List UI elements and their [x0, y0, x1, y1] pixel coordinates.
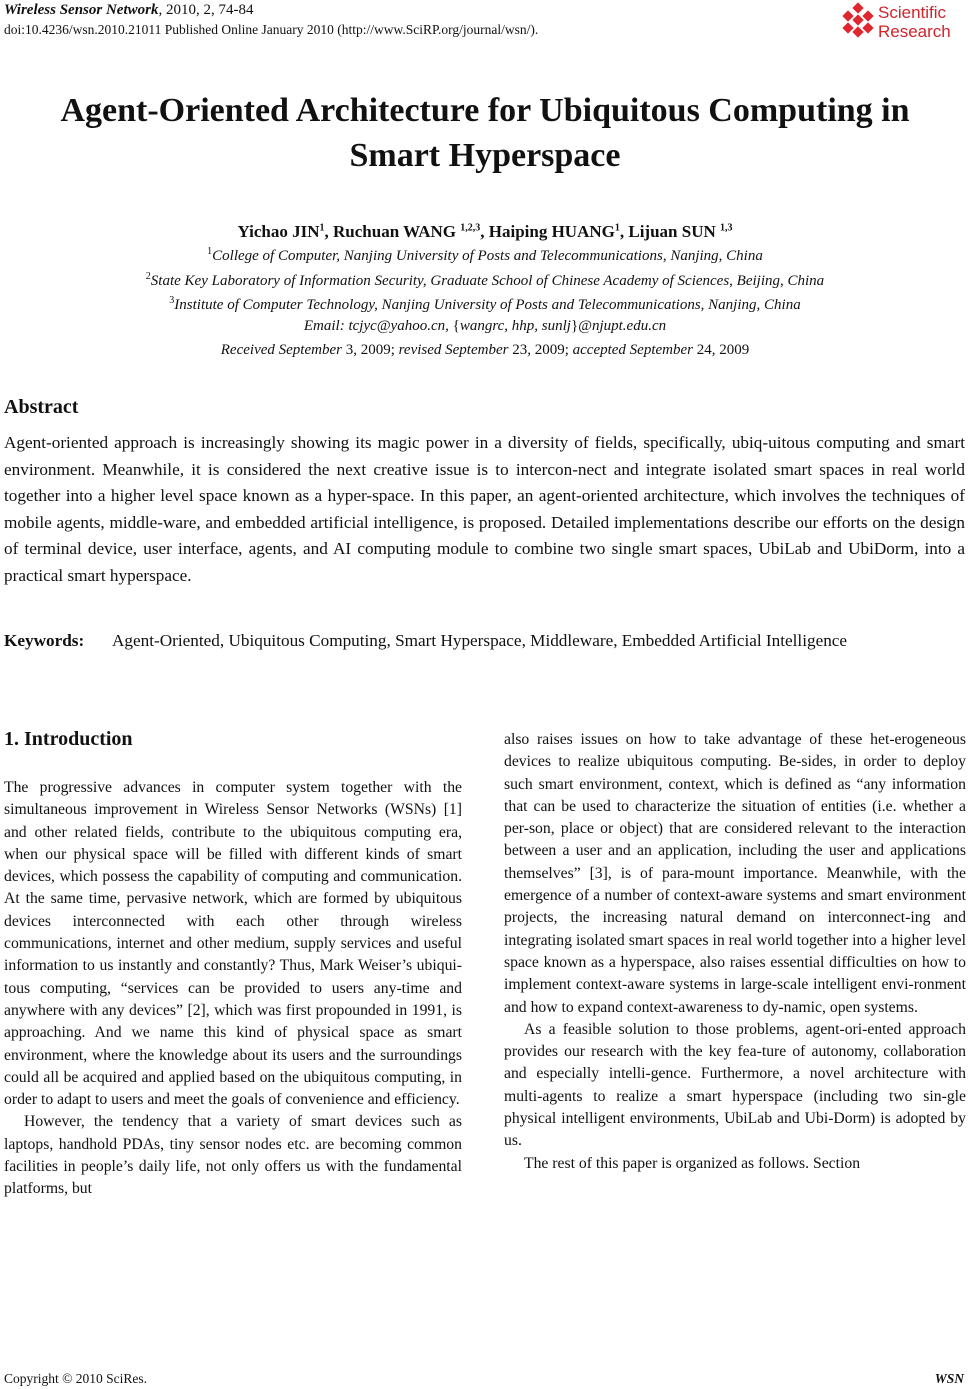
- title-line-1: Agent-Oriented Architecture for Ubiquitous Computing in: [60, 92, 910, 129]
- journal-name: Wireless Sensor Network: [4, 2, 159, 18]
- logo-text-line2: Research: [878, 22, 951, 41]
- journal-details: , 2010, 2, 74-84: [158, 2, 254, 18]
- left-column: [4, 777, 462, 1201]
- scientific-research-logo: [842, 0, 964, 44]
- affiliation-1: $^1$College of Computer, Nanjing University of Posts and Telecommunications, Nanjing, China: [207, 246, 763, 264]
- doi-line: doi:10.4236/wsn.2010.21011 Published Online January 2010 (http://www.SciRP.org/journal/wsn/).: [4, 22, 539, 37]
- revised-value: 23, 2009;: [508, 342, 573, 358]
- publisher-logo-icon: [842, 4, 874, 38]
- received-label: Received September: [220, 342, 342, 358]
- paragraph: The progressive advances in computer system together with the simultaneous improvement in Wireless Sensor Networks (WSNs) [1] and other related fields, contribute to the ubiquitous computing era, when our physical space will be filled with different kinds of smart devices, which possess the capability of computing and communication. At the same time, pervasive network, which are formed by ubiquitous devices interconnected with each other through wireless communications, internet and other medium, supply services and useful information to us instantly and constantly? Thus, Mark Weiser’s ubiqui-tous computing, “services can be provided to users any-time and anywhere with any devices” [2], which was first propounded in 1991, is approaching. And we name this kind of physical space as smart environment, where the knowledge about its users and the surroundings could all be acquired and applied based on the ubiquitous computing, in order to adapt to users and meet the goals of convenience and efficiency.: [4, 779, 462, 1109]
- dates-line: [0, 342, 970, 359]
- keywords-label: Keywords:: [4, 631, 85, 650]
- author-name: Haiping HUANG: [488, 222, 615, 241]
- footer-copyright: Copyright © 2010 SciRes.: [4, 1371, 148, 1386]
- author-name: Ruchuan WANG: [333, 222, 461, 241]
- received-value: 3, 2009;: [341, 342, 399, 358]
- email-prefix: Email: tcjyc@yahoo.cn,: [303, 318, 453, 334]
- affiliation-2: $^2$State Key Laboratory of Information Security, Graduate School of Chinese Academy of Sciences, Beijing, China: [145, 271, 825, 289]
- paragraph: The rest of this paper is organized as follows. Section: [524, 1154, 861, 1172]
- abstract-text: Agent-oriented approach is increasingly showing its magic power in a diversity of fields, specifically, ubiq-uitous computing and smart environment. Meanwhile, it is considered the next creative issue is to intercon-nect and integrate isolated smart spaces in real world together into a higher level space known as a hyper-space. In this paper, an agent-oriented architecture, which involves the techniques of mobile agents, middle-ware, and embedded artificial intelligence, is proposed. Detailed implementations describe our efforts on the design of terminal device, user interface, agents, and AI computing module to combine two single smart spaces, UbiLab and UbiDorm, into a practical smart hyperspace.: [4, 433, 965, 585]
- email-domain: @njupt.edu.cn: [578, 318, 667, 334]
- email-line: [0, 318, 970, 335]
- affiliation-country: China: [726, 248, 763, 264]
- journal-citation: [4, 2, 253, 19]
- abstract-heading: Abstract: [4, 396, 79, 418]
- author-list: Yichao JIN$^1$, Ruchuan WANG $^{1,2,3}$, Haiping HUANG$^1$, Lijuan SUN $^{1,3}$: [237, 222, 733, 241]
- accepted-label: accepted September: [572, 342, 693, 358]
- affiliation-city: Beijing: [736, 273, 780, 289]
- section-heading-introduction: 1. Introduction: [4, 728, 133, 750]
- affiliation-city: Nanjing: [670, 248, 719, 264]
- keywords-text: Agent-Oriented, Ubiquitous Computing, Smart Hyperspace, Middleware, Embedded Artificial Intelligence: [112, 631, 848, 650]
- affiliation-country: China: [787, 273, 825, 289]
- email-brace-close: }: [570, 318, 579, 334]
- paper-title: [0, 88, 970, 178]
- author-name: Lijuan SUN: [628, 222, 720, 241]
- affiliation-mark: 1: [207, 246, 213, 257]
- right-column: [504, 729, 966, 1175]
- affiliation-college: Institute of Computer Technology, Nanjing University of Posts and Telecommunications: [174, 297, 701, 313]
- affiliation-3: $^3$Institute of Computer Technology, Nanjing University of Posts and Telecommunications, Nanjing, China: [169, 295, 801, 313]
- affiliation-college: State Key Laboratory of Information Security, Graduate School of Chinese Academy of Sciences: [150, 273, 730, 289]
- logo-text-line1: Scientific: [878, 3, 947, 22]
- paragraph: As a feasible solution to those problems, agent-ori-ented approach provides our research with the key fea-ture of autonomy, collaboration and especially intelli-gence. Furthermore, a novel architecture with multi-agents to realize a smart hyperspace (including two sin-gle physical intelligent environments, UbiLab and Ubi-Dorm) is adopted by us.: [504, 1020, 966, 1150]
- email-group: wangrc, hhp, sunlj: [459, 318, 571, 334]
- footer-journal-abbrev: WSN: [934, 1371, 964, 1386]
- accepted-value: 24, 2009: [692, 342, 750, 358]
- author-affiliation-mark: 1,2,3: [460, 222, 481, 234]
- author-affiliation-mark: 1,3: [720, 222, 733, 234]
- author-name: Yichao JIN: [237, 222, 320, 241]
- email-brace-open: {: [452, 318, 460, 334]
- affiliation-country: China: [764, 297, 801, 313]
- paragraph: also raises issues on how to take advantage of these het-erogeneous devices to realize ubiquitous computing. Be-sides, in order to deploy such smart environment, context, which is defined as “any information that can be used to characterize the situation of entities (i.e. whether a per-son, place or object) that are considered relevant to the interaction between a user and an application, including the user and applications themselves” [3], is of para-mount importance. Meanwhile, with the emergence of a number of context-aware systems and smart environment projects, the increasing natural demand on interconnect-ing and integrating isolated smart spaces in real world together into a higher level space known as a hyperspace, also raises essential difficulties on how to implement context-aware systems in large-scale intelligent envi-ronment and how to expand context-awareness to dy-namic, open systems.: [504, 731, 966, 1016]
- author-affiliation-mark: 1: [614, 222, 620, 234]
- affiliation-mark: 2: [145, 271, 151, 282]
- affiliation-college: College of Computer, Nanjing University of Posts and Telecommunications: [212, 248, 663, 264]
- affiliation-mark: 3: [169, 295, 175, 306]
- author-affiliation-mark: 1: [319, 222, 325, 234]
- revised-label: revised September: [398, 342, 509, 358]
- title-line-2: Smart Hyperspace: [349, 137, 621, 174]
- affiliation-city: Nanjing: [708, 297, 757, 313]
- paragraph: However, the tendency that a variety of smart devices such as laptops, handhold PDAs, tiny sensor nodes etc. are becoming common facilities in people’s daily life, not only offers us with the fundamental platforms, but: [4, 1113, 462, 1198]
